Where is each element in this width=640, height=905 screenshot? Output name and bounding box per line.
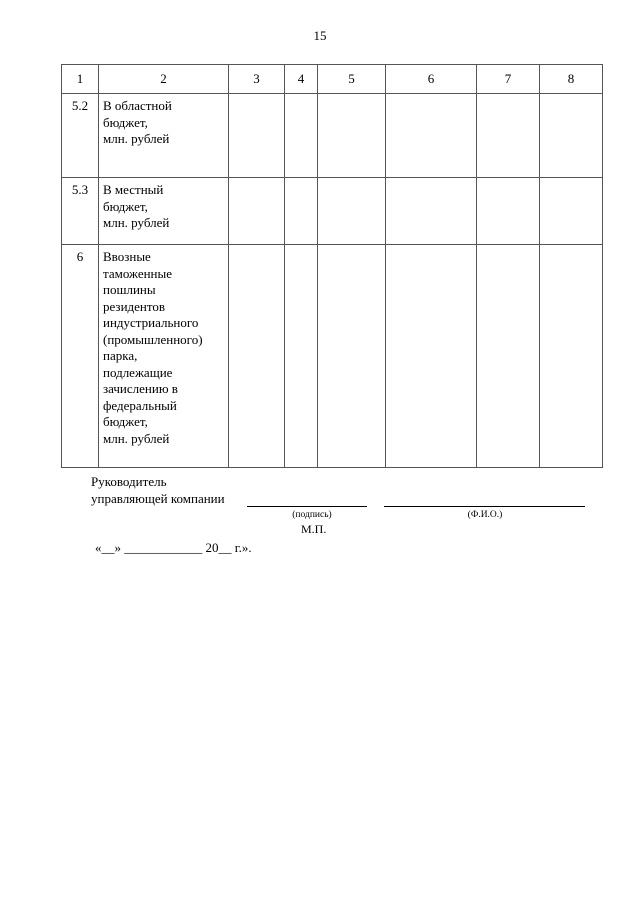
column-header: 7 — [477, 65, 540, 94]
table-cell — [386, 178, 477, 245]
table-cell — [318, 94, 386, 178]
column-header: 8 — [540, 65, 603, 94]
signature-caption: (подпись) — [292, 510, 332, 520]
column-header: 6 — [386, 65, 477, 94]
table-row — [62, 245, 603, 468]
signature-title-line1: Руководитель — [91, 474, 167, 489]
signature-title-line2: управляющей компании — [91, 491, 225, 506]
stamp-mark: М.П. — [301, 522, 327, 536]
table-cell — [477, 178, 540, 245]
table-cell — [318, 178, 386, 245]
table-cell — [386, 94, 477, 178]
column-header: 5 — [318, 65, 386, 94]
name-caption: (Ф.И.О.) — [467, 510, 503, 520]
data-table — [61, 64, 603, 468]
page-number: 15 — [313, 28, 327, 43]
row-number: 5.2 — [62, 94, 99, 178]
row-number: 6 — [62, 245, 99, 468]
table-cell — [477, 94, 540, 178]
table-cell — [229, 245, 285, 468]
signature-line — [247, 506, 367, 507]
column-header: 4 — [285, 65, 318, 94]
table-row — [62, 94, 603, 178]
row-label: В местный бюджет, млн. рублей — [99, 178, 229, 245]
row-label: Ввозные таможенные пошлины резидентов индустриального (промышленного) парка, подлежащие зачислению в федеральный бюджет, млн. рублей — [99, 245, 229, 468]
column-header: 1 — [62, 65, 99, 94]
table-cell — [540, 245, 603, 468]
row-number: 5.3 — [62, 178, 99, 245]
column-header: 2 — [99, 65, 229, 94]
table-cell — [229, 178, 285, 245]
table-cell — [386, 245, 477, 468]
column-header: 3 — [229, 65, 285, 94]
table-cell — [285, 94, 318, 178]
date-line: «__» ____________ 20__ г.». — [95, 540, 252, 555]
table-row — [62, 178, 603, 245]
table-cell — [540, 94, 603, 178]
table-cell — [285, 178, 318, 245]
table-cell — [285, 245, 318, 468]
table-cell — [229, 94, 285, 178]
table-cell — [540, 178, 603, 245]
row-label: В областной бюджет, млн. рублей — [99, 94, 229, 178]
table-cell — [318, 245, 386, 468]
table-cell — [477, 245, 540, 468]
name-line — [384, 506, 585, 507]
table-header-row — [62, 65, 603, 94]
